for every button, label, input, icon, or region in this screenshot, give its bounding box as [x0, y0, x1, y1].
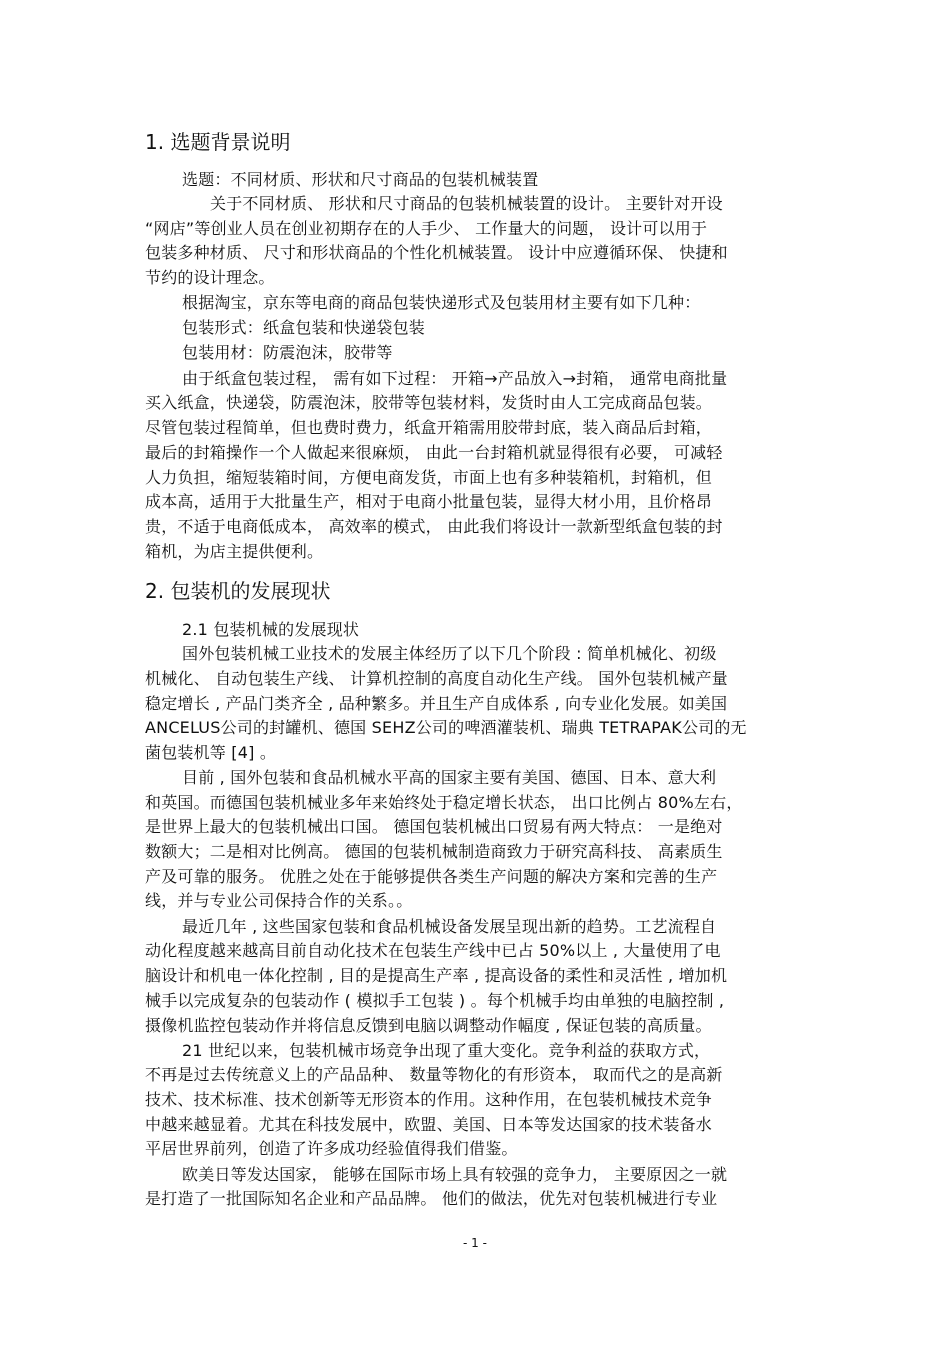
paragraph-line: 菌包装机等 [4] 。 [145, 743, 277, 762]
paragraph-line: 技术、技术标准、技术创新等无形资本的作用。这种作用，在包装机械技术竞争 [145, 1090, 713, 1109]
paragraph-line: 数额大；二是相对比例高。 德国的包装机械制造商致力于研究高科技、 高素质生 [145, 842, 723, 861]
paragraph-line: 贵，不适于电商低成本， 高效率的模式， 由此我们将设计一款新型纸盒包装的封 [145, 517, 723, 536]
paragraph-line: 动化程度越来越高目前自动化技术在包装生产线中已占 50%以上 , 大量使用了电 [145, 941, 721, 960]
paragraph-line: 买入纸盒，快递袋，防震泡沫，胶带等包装材料，发货时由人工完成商品包装。 [145, 393, 713, 412]
paragraph-line: 包装用材：防震泡沫，胶带等 [182, 343, 393, 362]
paragraph-line: 欧美日等发达国家， 能够在国际市场上具有较强的竞争力， 主要原因之一就 [182, 1165, 728, 1184]
paragraph-line: 摄像机监控包装动作并将信息反馈到电脑以调整动作幅度 , 保证包装的高质量。 [145, 1016, 712, 1035]
subsection-heading: 2.1 包装机械的发展现状 [182, 620, 360, 639]
paragraph-line: 成本高，适用于大批量生产，相对于电商小批量包装，显得大材小用，且价格昂 [145, 492, 713, 511]
paragraph-line: 根据淘宝，京东等电商的商品包装快递形式及包装用材主要有如下几种： [182, 293, 701, 312]
paragraph-line: 包装形式：纸盒包装和快递袋包装 [182, 318, 426, 337]
paragraph-line: 由于纸盒包装过程， 需有如下过程： 开箱→产品放入→封箱， 通常电商批量 [182, 369, 728, 388]
paragraph-line: 不再是过去传统意义上的产品品种、 数量等物化的有形资本， 取而代之的是高新 [145, 1065, 723, 1084]
paragraph-line: ANCELUS公司的封罐机、德国 SEHZ公司的啤酒灌装机、瑞典 TETRAPAK公司的无 [145, 718, 747, 737]
paragraph-line: 箱机，为店主提供便利。 [145, 542, 324, 561]
paragraph-line: 关于不同材质、 形状和尺寸商品的包装机械装置的设计。 主要针对开设 [210, 194, 723, 213]
paragraph-line: 线，并与专业公司保持合作的关系。。 [145, 891, 413, 910]
paragraph-line: 目前 , 国外包装和食品机械水平高的国家主要有美国、德国、日本、意大利 [182, 768, 717, 787]
paragraph-line: 21 世纪以来，包装机械市场竞争出现了重大变化。竞争利益的获取方式， [182, 1041, 711, 1060]
paragraph-line: 最后的封箱操作一个人做起来很麻烦， 由此一台封箱机就显得很有必要， 可减轻 [145, 443, 723, 462]
paragraph-line: 机械化、 自动包装生产线、 计算机控制的高度自动化生产线。 国外包装机械产量 [145, 669, 728, 688]
paragraph-line: 选题：不同材质、形状和尺寸商品的包装机械装置 [182, 170, 539, 189]
paragraph-line: 是世界上最大的包装机械出口国。 德国包装机械出口贸易有两大特点： 一是绝对 [145, 817, 723, 836]
paragraph-line: 节约的设计理念。 [145, 268, 275, 287]
section-heading-background: 1. 选题背景说明 [145, 130, 291, 154]
paragraph-line: 稳定增长 , 产品门类齐全 , 品种繁多。并且生产自成体系 , 向专业化发展。如美国 [145, 694, 728, 713]
section-heading-status: 2. 包装机的发展现状 [145, 579, 331, 603]
paragraph-line: 包装多种材质、 尺寸和形状商品的个性化机械装置。 设计中应遵循环保、 快捷和 [145, 243, 728, 262]
paragraph-line: 平居世界前列，创造了许多成功经验值得我们借鉴。 [145, 1139, 518, 1158]
page-number: - 1 - [463, 1236, 487, 1250]
paragraph-line: 脑设计和机电一体化控制 , 目的是提高生产率 , 提高设备的柔性和灵活性 , 增加机 [145, 966, 728, 985]
paragraph-line: 和英国。而德国包装机械业多年来始终处于稳定增长状态， 出口比例占 80%左右， [145, 793, 743, 812]
paragraph-line: 尽管包装过程简单，但也费时费力，纸盒开箱需用胶带封底，装入商品后封箱， [145, 418, 713, 437]
paragraph-line: 是打造了一批国际知名企业和产品品牌。 他们的做法，优先对包装机械进行专业 [145, 1189, 718, 1208]
paragraph-line: “网店”等创业人员在创业初期存在的人手少、 工作量大的问题， 设计可以用于 [145, 219, 708, 238]
paragraph-line: 中越来越显着。尤其在科技发展中，欧盟、美国、日本等发达国家的技术装备水 [145, 1115, 713, 1134]
paragraph-line: 械手以完成复杂的包装动作 ( 模拟手工包装 ) 。每个机械手均由单独的电脑控制 , [145, 991, 725, 1010]
paragraph-line: 产及可靠的服务。 优胜之处在于能够提供各类生产问题的解决方案和完善的生产 [145, 867, 718, 886]
paragraph-line: 国外包装机械工业技术的发展主体经历了以下几个阶段 : 简单机械化、初级 [182, 644, 717, 663]
paragraph-line: 人力负担，缩短装箱时间，方便电商发货，市面上也有多种装箱机，封箱机，但 [145, 468, 713, 487]
paragraph-line: 最近几年 , 这些国家包装和食品机械设备发展呈现出新的趋势。工艺流程自 [182, 917, 717, 936]
